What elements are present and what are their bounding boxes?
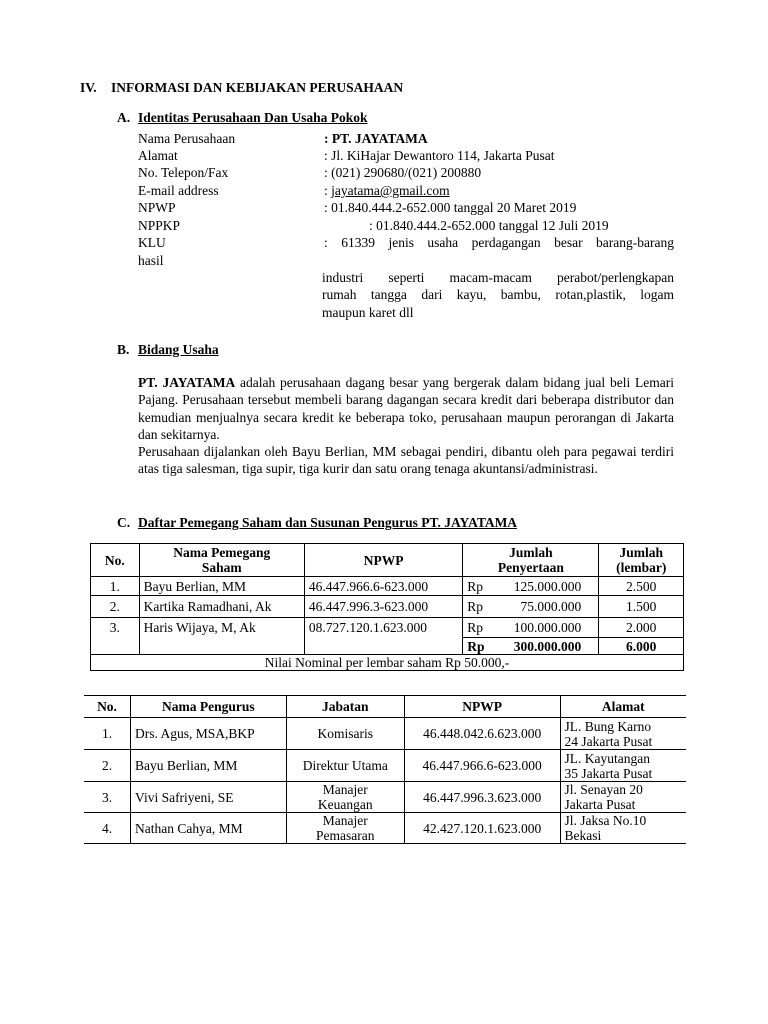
cell-name: Bayu Berlian, MM [139,577,304,596]
field-label: E-mail address [138,183,219,198]
cell-npwp: 46.447.996.3-623.000 [304,596,462,618]
cell-no: 3. [84,782,131,813]
field-label: No. Telepon/Fax [138,165,229,180]
cell-name: Drs. Agus, MSA,BKP [131,718,287,750]
currency: Rp [467,599,484,614]
table-row [84,750,686,782]
nominal-note: Nilai Nominal per lembar saham Rp 50.000,- [91,655,684,671]
field-label: NPWP [138,200,176,215]
cell-no: 2. [91,596,140,618]
position-line1: Manajer [322,813,368,828]
header-amount-line2: Penyertaan [497,560,564,575]
cell-address [560,813,686,844]
subsection-c-letter: C. [117,515,131,530]
section-title: INFORMASI DAN KEBIJAKAN PERUSAHAAN [111,80,404,95]
amount: 75.000.000 [520,599,582,614]
header-shares-line1: Jumlah [619,545,663,560]
address-line1: Jl. Jaksa No.10 [564,813,647,828]
header-shares [599,544,684,577]
cell-npwp: 08.727.120.1.623.000 [304,618,462,655]
address-line2: 35 Jakarta Pusat [564,765,653,781]
header-no: No. [91,544,140,577]
cell-amount [463,618,599,638]
cell-npwp: 46.447.966.6-623.000 [404,750,560,782]
cell-amount [463,596,599,618]
amount: 125.000.000 [513,578,582,594]
cell-name: Bayu Berlian, MM [131,750,287,782]
cell-amount [463,577,599,596]
subsection-a-letter: A. [117,110,131,125]
subsection-b-letter: B. [117,342,130,357]
shareholder-table [90,543,684,671]
position-line1: Direktur Utama [302,758,388,773]
klu-continuation: industri seperti macam-macam perabot/perlengkapan [322,270,674,285]
paragraph: Perusahaan dijalankan oleh Bayu Berlian, MM sebagai pendiri, dibantu oleh para pegawai terdiri atas tiga salesman, tiga supir, tiga kurir dan satu orang tenaga akuntansi/administrasi. [138,444,674,477]
cell-name: Vivi Safriyeni, SE [131,782,287,813]
subsection-c-title: Daftar Pemegang Saham dan Susunan Pengurus PT. JAYATAMA [138,515,518,530]
subsection-a-title: Identitas Perusahaan Dan Usaha Pokok [138,110,368,125]
cell-total-amount [463,638,599,655]
cell-position [286,718,404,750]
position-line2: Pemasaran [316,828,375,843]
header-name-line1: Nama Pemegang [173,545,271,560]
cell-no: 3. [91,618,140,655]
cell-position [286,813,404,844]
cell-address [560,750,686,782]
cell-total-shares: 6.000 [599,638,684,655]
header-name-line2: Saham [201,560,242,575]
currency: Rp [467,638,485,654]
cell-name: Haris Wijaya, M, Ak [139,618,304,655]
address-line2: Bekasi [564,828,602,843]
klu-continuation: rumah tangga dari kayu, bambu, rotan,plastik, logam [322,287,674,302]
table-row [91,596,684,618]
table-row [91,618,684,638]
cell-no: 1. [91,577,140,596]
address-line1: Jl. Senayan 20 [564,782,643,797]
email-prefix: : [324,183,332,198]
header-address: Alamat [560,696,686,718]
amount: 100.000.000 [513,620,582,635]
cell-address [560,782,686,813]
cell-no: 1. [84,718,131,750]
cell-shares: 1.500 [599,596,684,618]
section-number: IV. [80,80,97,95]
klu-wrap-text: hasil [138,253,164,268]
cell-shares: 2.000 [599,618,684,638]
cell-address [560,718,686,750]
address-line1: JL. Kayutangan [564,750,651,766]
klu-continuation: maupun karet dll [322,305,414,320]
paragraph-text: adalah perusahaan dagang besar yang bergerak dalam bidang jual beli Lemari Pajang. Perusahaan tersebut membeli barang dagangan secara kredit dari beberapa distributor dan kemudian menjualnya secara kredit ke beberapa toko, perusahaan maupun perorangan di Jakarta dan sekitarnya. [138,375,674,442]
cell-name: Kartika Ramadhani, Ak [139,596,304,618]
subsection-b-title: Bidang Usaha [138,342,219,357]
company-name-value: : PT. JAYATAMA [324,131,428,146]
table-header-row [84,696,686,718]
header-amount-line1: Jumlah [509,545,553,560]
email-value [324,183,450,199]
company-name: PT. JAYATAMA [138,375,236,390]
address-line2: 24 Jakarta Pusat [564,733,653,749]
header-no: No. [84,696,131,718]
cell-npwp: 46.448.042.6.623.000 [404,718,560,750]
position-line1: Manajer [322,782,368,797]
currency: Rp [467,578,484,594]
cell-position [286,750,404,782]
npwp-value: : 01.840.444.2-652.000 tanggal 20 Maret 2019 [324,200,577,215]
position-line1: Komisaris [317,726,374,741]
header-npwp: NPWP [404,696,560,718]
total-amount: 300.000.000 [513,638,582,654]
cell-no: 4. [84,813,131,844]
field-label: KLU [138,235,166,250]
table-row [91,577,684,596]
field-label: Alamat [138,148,178,163]
header-shares-line2: (lembar) [616,560,667,575]
paragraph [138,374,674,443]
header-name [139,544,304,577]
cell-npwp: 46.447.996.3.623.000 [404,782,560,813]
cell-name: Nathan Cahya, MM [131,813,287,844]
cell-shares: 2.500 [599,577,684,596]
email-link[interactable]: jayatama@gmail.com [331,183,450,198]
table-note-row [91,655,684,671]
address-value: : Jl. KiHajar Dewantoro 114, Jakarta Pusat [324,148,555,163]
cell-npwp: 46.447.966.6-623.000 [304,577,462,596]
table-row [84,782,686,813]
header-amount [463,544,599,577]
table-row [84,813,686,844]
address-line2: Jakarta Pusat [564,797,636,812]
address-line1: JL. Bung Karno [564,718,652,734]
cell-position [286,782,404,813]
position-line2: Keuangan [317,797,373,812]
field-label: Nama Perusahaan [138,131,236,146]
header-position: Jabatan [286,696,404,718]
management-table [84,695,686,844]
table-row [84,718,686,750]
table-header-row [91,544,684,577]
currency: Rp [467,620,484,635]
klu-value: : 61339 jenis usaha perdagangan besar barang-barang [324,235,674,250]
header-npwp: NPWP [304,544,462,577]
field-label: NPPKP [138,218,181,233]
business-description [138,374,674,478]
nppkp-value: : 01.840.444.2-652.000 tanggal 12 Juli 2019 [369,218,609,233]
phone-value: : (021) 290680/(021) 200880 [324,165,482,180]
header-name: Nama Pengurus [131,696,287,718]
cell-npwp: 42.427.120.1.623.000 [404,813,560,844]
cell-no: 2. [84,750,131,782]
